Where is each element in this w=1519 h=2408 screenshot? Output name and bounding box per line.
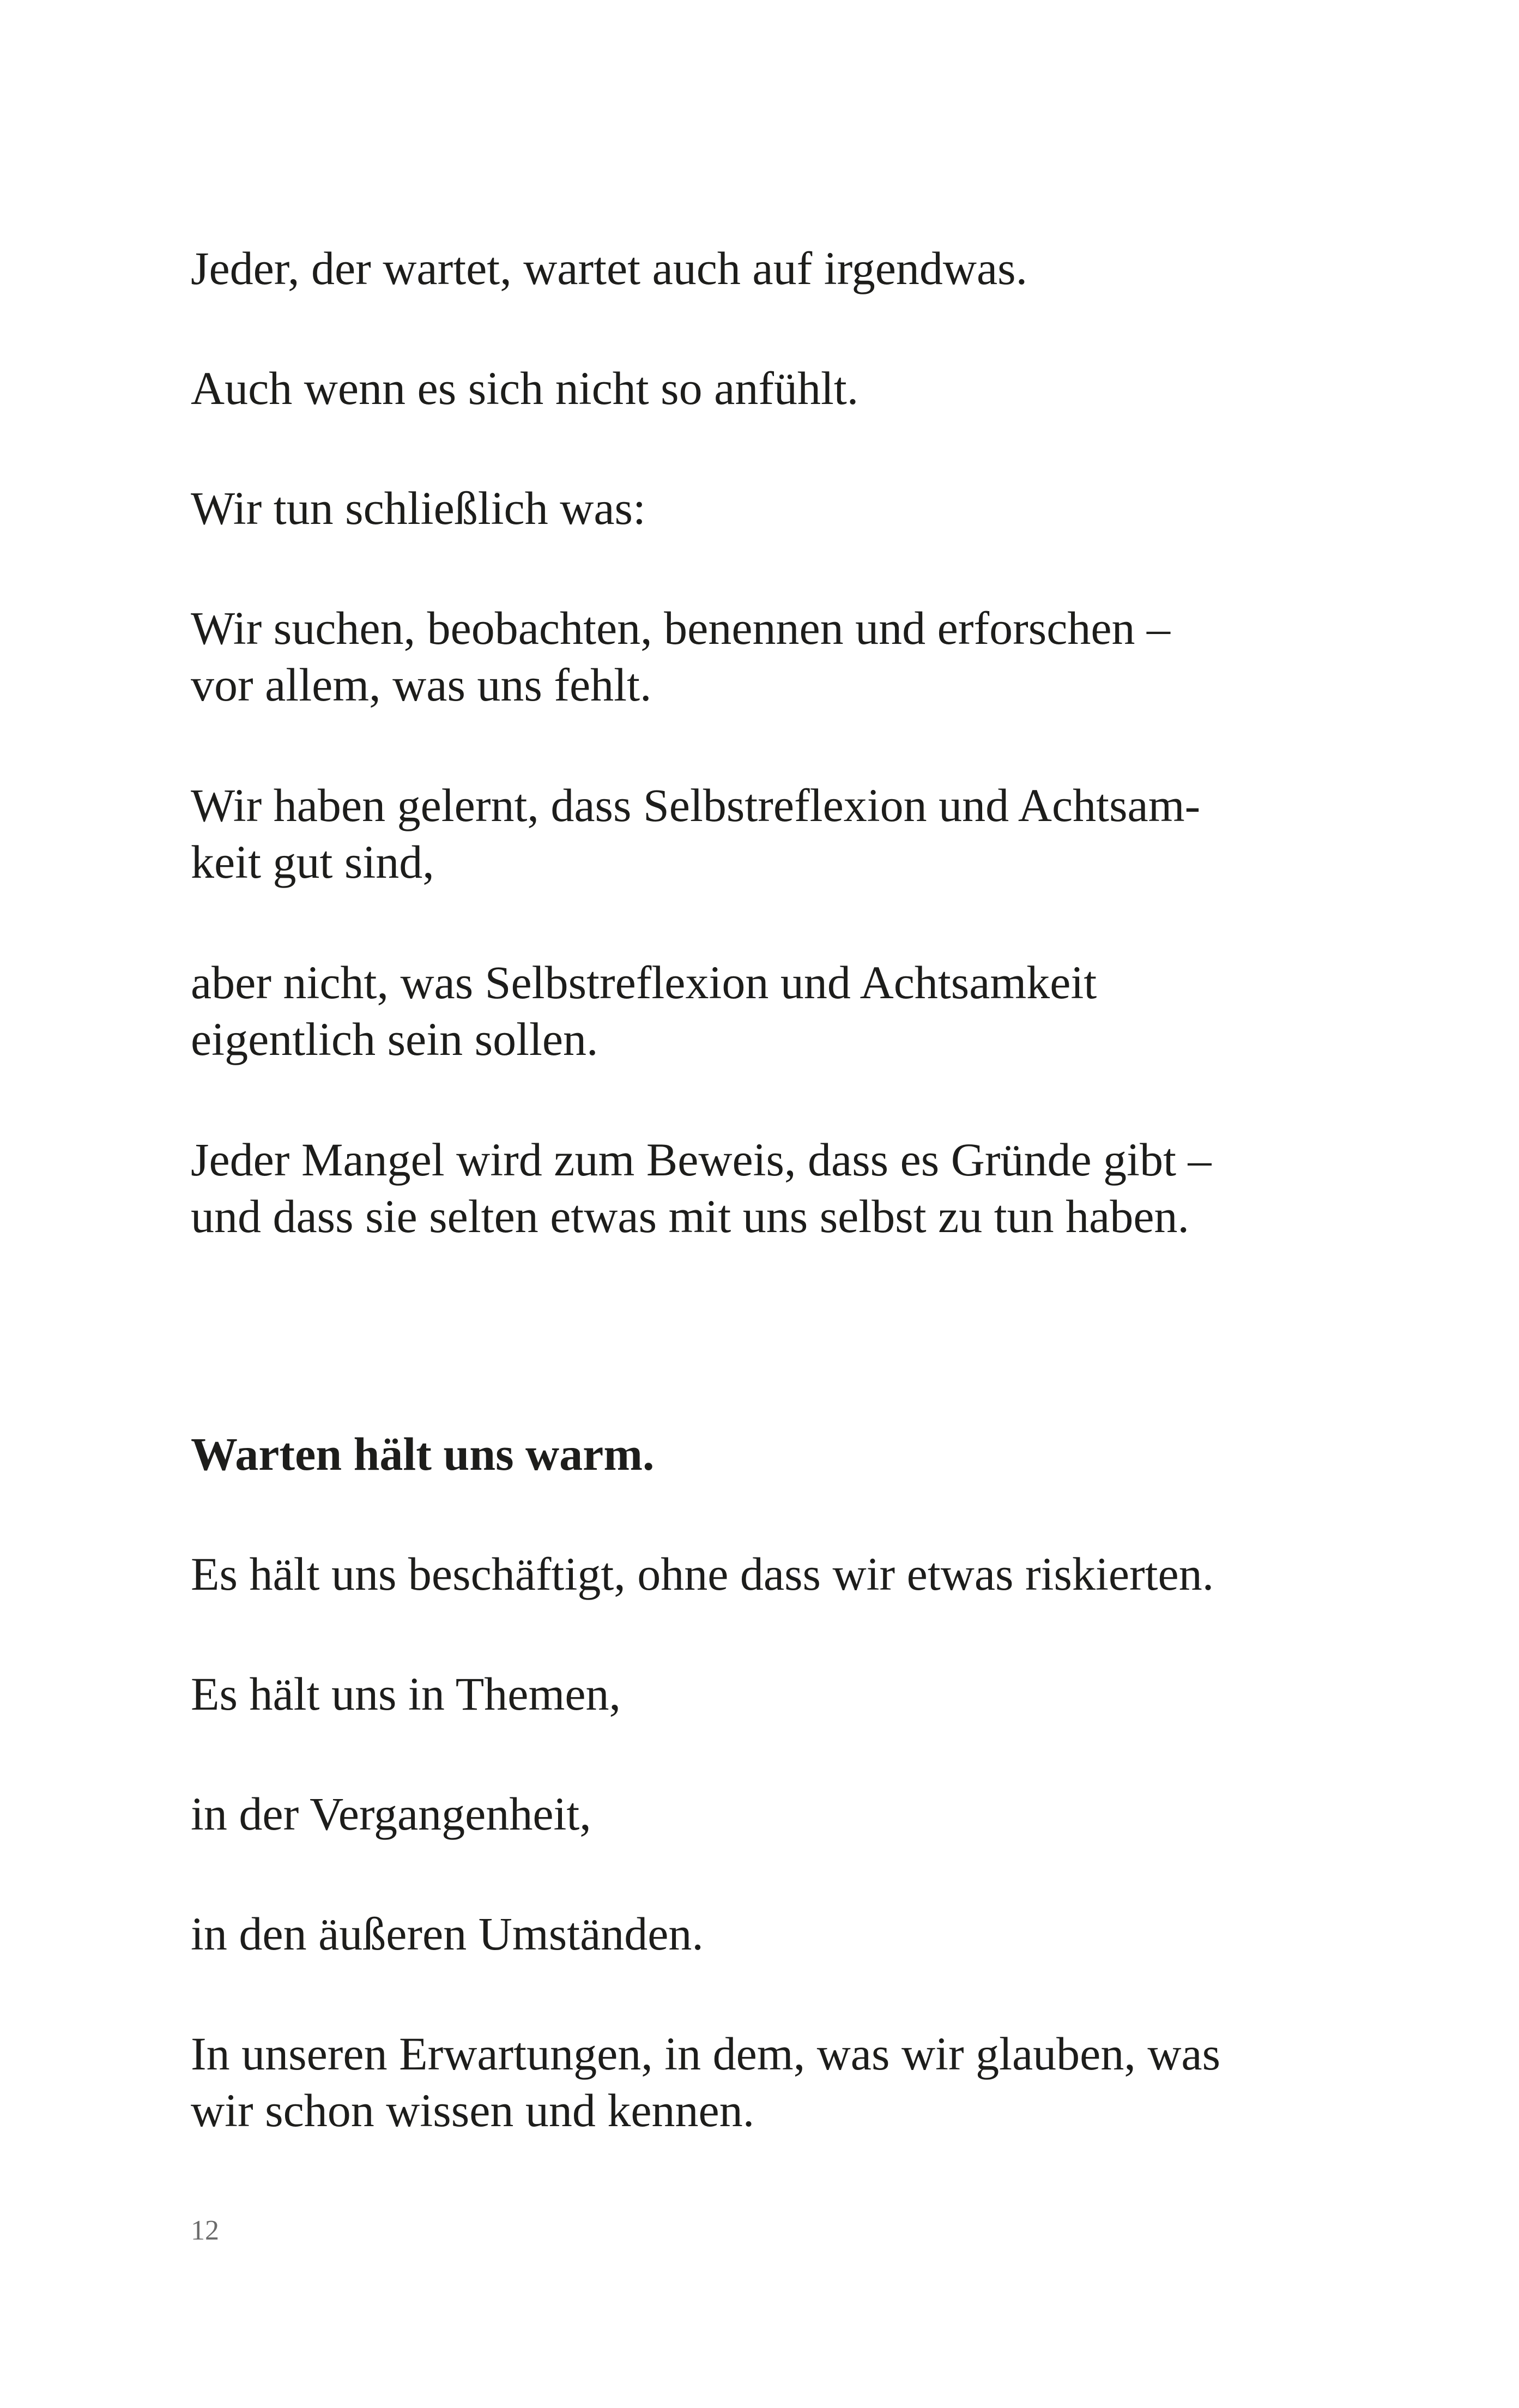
paragraph	[191, 954, 1308, 1067]
paragraph	[191, 1131, 1308, 1245]
text-line: Wir tun schließlich was:	[191, 482, 646, 534]
paragraph	[191, 480, 1308, 536]
text-line: Jeder Mangel wird zum Beweis, dass es Gründe gibt –	[191, 1133, 1212, 1186]
text-line: In unseren Erwartungen, in dem, was wir glauben, was	[191, 2027, 1221, 2080]
text-line: vor allem, was uns fehlt.	[191, 659, 652, 711]
paragraph	[191, 1546, 1308, 1602]
paragraph	[191, 600, 1308, 713]
text-line: in der Vergangenheit,	[191, 1788, 591, 1840]
paragraph	[191, 777, 1308, 890]
text-line: keit gut sind,	[191, 836, 434, 888]
text-line: Es hält uns beschäftigt, ohne dass wir etwas riskierten.	[191, 1548, 1214, 1600]
text-line: Auch wenn es sich nicht so anfühlt.	[191, 362, 859, 414]
text-line: aber nicht, was Selbstreflexion und Achtsamkeit	[191, 956, 1097, 1009]
paragraph	[191, 1665, 1308, 1722]
page-number: 12	[191, 2215, 219, 2246]
paragraph	[191, 360, 1308, 417]
text-line: Wir haben gelernt, dass Selbstreflexion und Achtsam-	[191, 779, 1201, 831]
paragraph	[191, 2025, 1308, 2139]
text-line: und dass sie selten etwas mit uns selbst zu tun haben.	[191, 1190, 1189, 1242]
text-line: Es hält uns in Themen,	[191, 1668, 621, 1720]
text-line: Jeder, der wartet, wartet auch auf irgendwas.	[191, 242, 1028, 294]
text-line: wir schon wissen und kennen.	[191, 2084, 755, 2137]
paragraph	[191, 1785, 1308, 1842]
paragraph	[191, 1905, 1308, 1962]
text-line: in den äußeren Umständen.	[191, 1908, 704, 1960]
text-line: Wir suchen, beobachten, benennen und erforschen –	[191, 602, 1171, 654]
section-heading: Warten hält uns warm.	[191, 1428, 655, 1480]
text-line: eigentlich sein sollen.	[191, 1013, 598, 1065]
paragraph	[191, 240, 1308, 297]
